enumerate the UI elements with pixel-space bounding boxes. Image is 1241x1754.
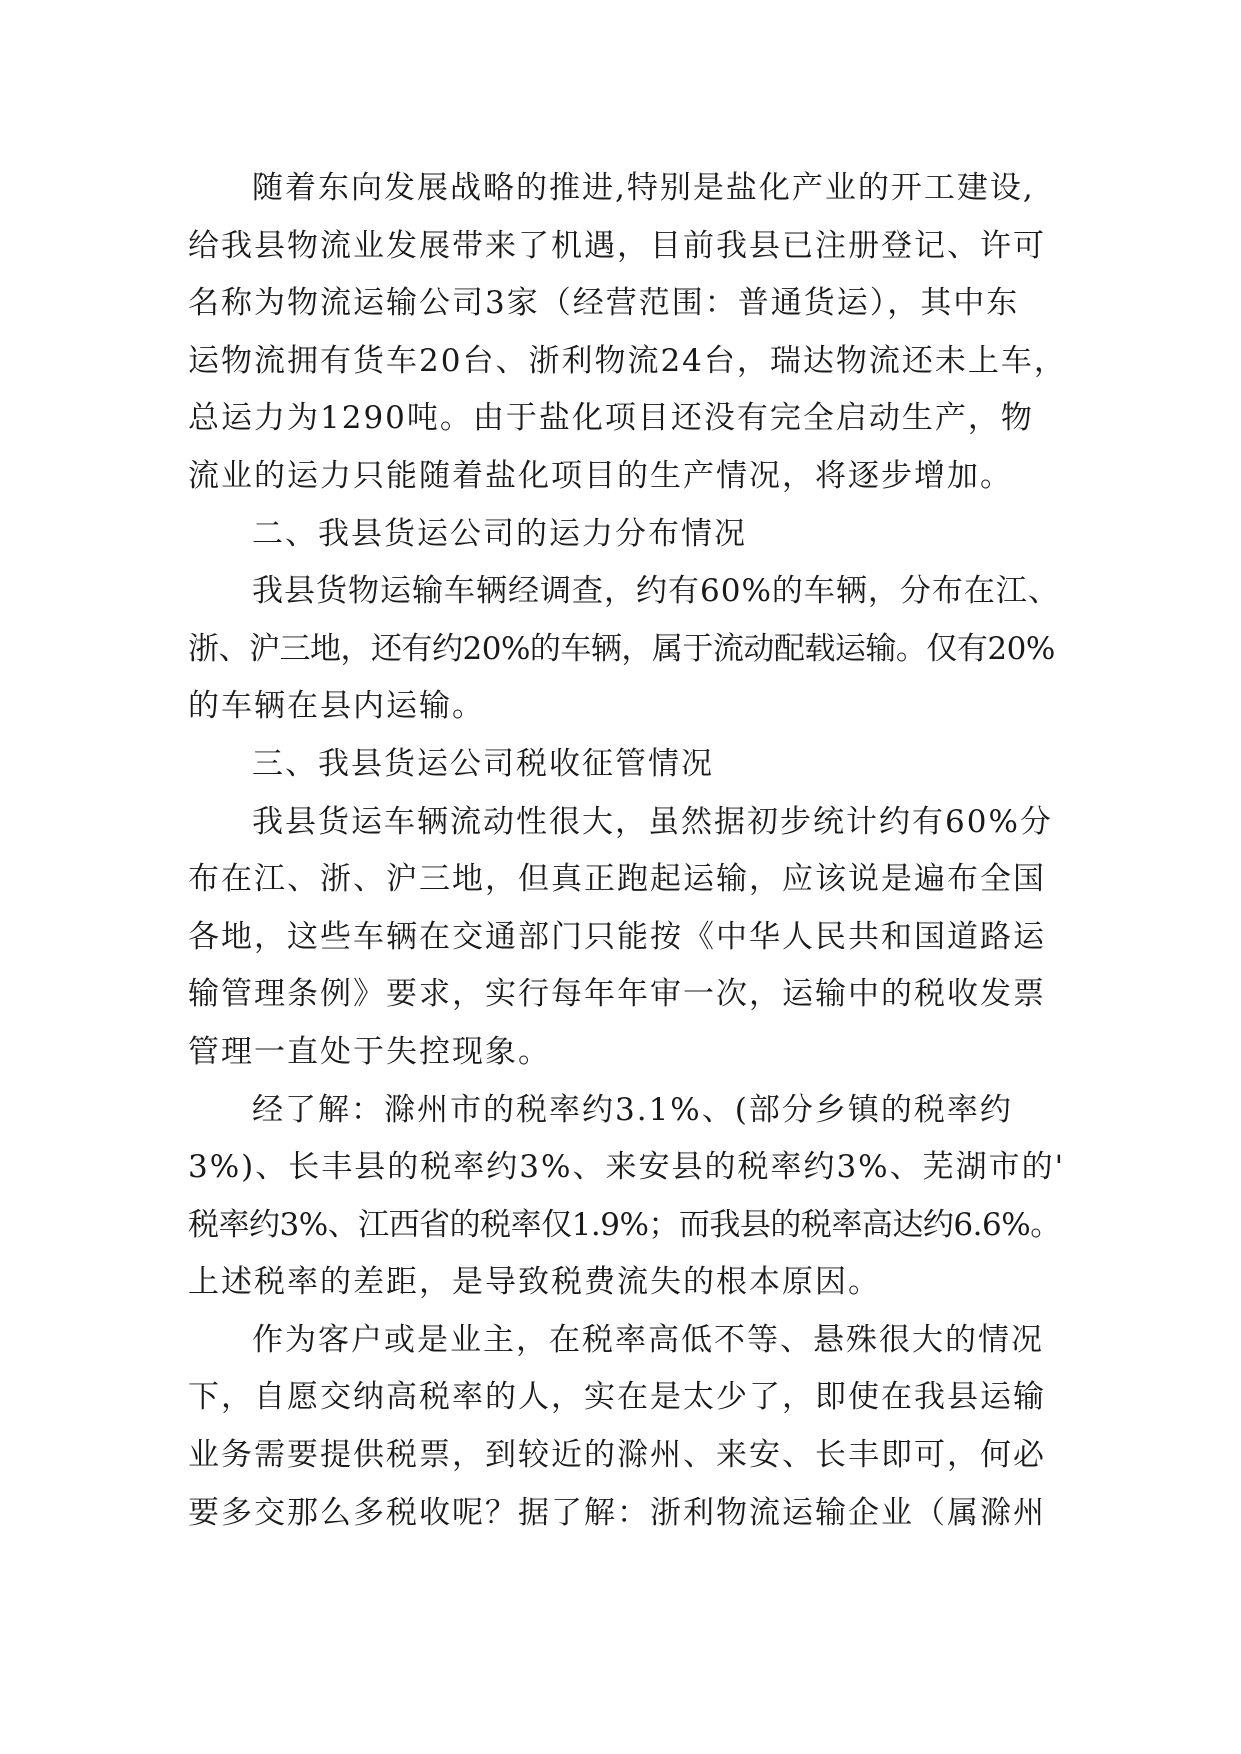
paragraph-line: 随着东向发展战略的推进,特别是盐化产业的开工建设, — [252, 170, 1035, 206]
paragraph-line: 我县货物运输车辆经调查，约有60%的车辆，分布在江、 — [252, 573, 1060, 610]
paragraph-line: 管理一直处于失控现象。 — [188, 1033, 551, 1070]
paragraph-line: 运物流拥有货车20台、浙利物流24台，瑞达物流还未上车， — [188, 342, 1067, 379]
paragraph-line: 布在江、浙、沪三地，但真正跑起运输，应该说是遍布全国 — [188, 861, 1046, 898]
paragraph-line: 给我县物流业发展带来了机遇，目前我县已注册登记、许可 — [188, 227, 1046, 264]
paragraph-line: 要多交那么多税收呢？据了解：浙利物流运输企业（属滁州 — [188, 1494, 1046, 1531]
paragraph-line: 各地，这些车辆在交通部门只能按《中华人民共和国道路运 — [188, 918, 1046, 955]
section-heading: 三、我县货运公司税收征管情况 — [252, 745, 714, 782]
paragraph-line: 输管理条例》要求，实行每年年审一次，运输中的税收发票 — [188, 976, 1046, 1013]
paragraph-line: 名称为物流运输公司3家（经营范围：普通货运），其中东 — [188, 285, 1020, 322]
paragraph-line: 浙、沪三地，还有约20%的车辆，属于流动配载运输。仅有20% — [188, 630, 1055, 667]
paragraph-line: 3%)、长丰县的税率约3%、来安县的税率约3%、芜湖市的' — [188, 1149, 1066, 1186]
paragraph-line: 业务需要提供税票，到较近的滁州、来安、长丰即可，何必 — [188, 1437, 1046, 1474]
paragraph-line: 税率约3%、江西省的税率仅1.9%；而我县的税率高达约6.6%。 — [188, 1206, 1061, 1243]
paragraph-line: 流业的运力只能随着盐化项目的生产情况，将逐步增加。 — [188, 457, 1013, 494]
paragraph-line: 经了解：滁州市的税率约3.1%、(部分乡镇的税率约 — [252, 1091, 1013, 1128]
paragraph-line: 总运力为1290吨。由于盐化项目还没有完全启动生产，物 — [188, 400, 1034, 437]
paragraph-line: 的车辆在县内运输。 — [188, 688, 485, 725]
paragraph-line: 作为客户或是业主，在税率高低不等、悬殊很大的情况 — [252, 1321, 1044, 1358]
document-body — [188, 160, 1068, 1542]
paragraph-line: 我县货运车辆流动性很大，虽然据初步统计约有60%分 — [252, 803, 1053, 840]
paragraph-line: 上述税率的差距，是导致税费流失的根本原因。 — [188, 1264, 881, 1301]
section-heading: 二、我县货运公司的运力分布情况 — [252, 515, 747, 552]
paragraph-line: 下，自愿交纳高税率的人，实在是太少了，即使在我县运输 — [188, 1379, 1046, 1416]
